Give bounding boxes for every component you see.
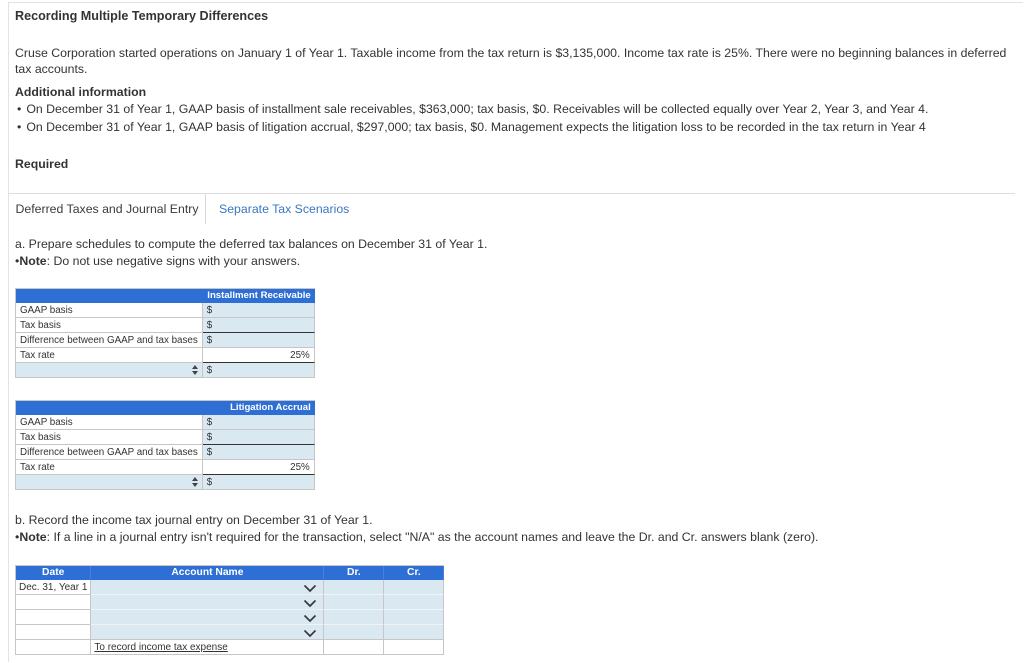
row-label-tax-rate: Tax rate <box>16 460 203 475</box>
cr-memo-cell <box>384 640 444 655</box>
bullet-icon: • <box>17 120 22 134</box>
gaap-basis-input[interactable] <box>203 415 315 430</box>
journal-memo-row <box>16 640 444 655</box>
table-row <box>16 348 315 363</box>
row-label-difference: Difference between GAAP and tax bases <box>16 445 203 460</box>
deferred-tax-account-select[interactable] <box>16 363 203 378</box>
table-row <box>16 303 315 318</box>
tab-deferred-taxes-and-journal-entry[interactable]: Deferred Taxes and Journal Entry <box>9 194 206 224</box>
deferred-tax-amount-input[interactable] <box>203 363 315 378</box>
dr-amount-input[interactable] <box>324 625 384 640</box>
table-row <box>16 460 315 475</box>
bullet-item <box>15 119 1015 136</box>
bullet-icon: • <box>17 102 22 116</box>
tax-rate-value: 25% <box>203 348 315 363</box>
account-name-select[interactable] <box>91 625 324 640</box>
chevron-down-icon <box>303 584 317 593</box>
table-header-row <box>16 566 444 580</box>
cr-amount-input[interactable] <box>384 595 444 610</box>
journal-memo-text: To record income tax expense <box>91 640 324 655</box>
problem-content <box>9 9 1023 655</box>
table-row <box>16 318 315 333</box>
row-label-gaap-basis: GAAP basis <box>16 415 203 430</box>
journal-header-dr: Dr. <box>324 566 384 580</box>
cr-amount-input[interactable] <box>384 580 444 595</box>
chevron-down-icon <box>303 614 317 623</box>
bullet-icon: • <box>15 530 20 544</box>
intro-text: Cruse Corporation started operations on January 1 of Year 1. Taxable income from the tax return is $3,135,000. Income tax rate is 25%. There were no beginning balances in deferred tax accounts. <box>15 46 1007 76</box>
updown-icon <box>192 477 198 487</box>
journal-row <box>16 610 444 625</box>
dr-amount-input[interactable] <box>324 580 384 595</box>
bullet-text: On December 31 of Year 1, GAAP basis of litigation accrual, $297,000; tax basis, $0. Management expects the litigation loss to be recorded in the tax return in Year 4 <box>26 120 926 134</box>
note-label: Note <box>19 530 47 544</box>
note-text: : Do not use negative signs with your answers. <box>46 254 301 268</box>
journal-date-cell <box>16 610 91 625</box>
table-row <box>16 415 315 430</box>
cr-amount-input[interactable] <box>384 625 444 640</box>
cr-amount-input[interactable] <box>384 610 444 625</box>
deferred-tax-amount-input[interactable] <box>203 475 315 490</box>
row-label-tax-rate: Tax rate <box>16 348 203 363</box>
journal-row <box>16 625 444 640</box>
table-row <box>16 445 315 460</box>
table-row <box>16 430 315 445</box>
journal-date-cell <box>16 640 91 655</box>
schedule-table-litigation-accrual <box>15 400 315 490</box>
table-row <box>16 289 315 303</box>
row-label-tax-basis: Tax basis <box>16 318 203 333</box>
instruction-a: a. Prepare schedules to compute the deferred tax balances on December 31 of Year 1. <box>15 237 488 251</box>
dr-amount-input[interactable] <box>324 595 384 610</box>
journal-row <box>16 595 444 610</box>
dr-memo-cell <box>324 640 384 655</box>
note-text: : If a line in a journal entry isn't required for the transaction, select "N/A" as the account names and leave the Dr. and Cr. answers blank (zero). <box>46 530 819 544</box>
journal-date-cell <box>16 595 91 610</box>
gaap-basis-input[interactable] <box>203 303 315 318</box>
tax-basis-input[interactable] <box>203 430 315 445</box>
updown-icon <box>192 365 198 375</box>
tab-separate-tax-scenarios[interactable]: Separate Tax Scenarios <box>219 202 350 216</box>
currency-symbol: $ <box>206 416 213 428</box>
difference-input[interactable] <box>203 333 315 348</box>
schedule-table-installment-receivable <box>15 288 315 378</box>
currency-symbol: $ <box>206 446 213 458</box>
table-row <box>16 475 315 490</box>
currency-symbol: $ <box>206 476 213 488</box>
bullet-icon: • <box>15 254 20 268</box>
tab-bar <box>9 193 1015 224</box>
instruction-b: b. Record the income tax journal entry on December 31 of Year 1. <box>15 513 373 527</box>
required-heading: Required <box>15 157 69 171</box>
tax-basis-input[interactable] <box>203 318 315 333</box>
row-label-gaap-basis: GAAP basis <box>16 303 203 318</box>
chevron-down-icon <box>303 629 317 638</box>
note-b <box>15 530 1015 545</box>
currency-symbol: $ <box>206 319 213 331</box>
currency-symbol: $ <box>206 431 213 443</box>
difference-input[interactable] <box>203 445 315 460</box>
additional-info-heading: Additional information <box>15 85 147 99</box>
table-row <box>16 363 315 378</box>
currency-symbol: $ <box>206 364 213 376</box>
account-name-select[interactable] <box>91 580 324 595</box>
schedule-header-title: Installment Receivable <box>203 289 315 303</box>
journal-date-cell: Dec. 31, Year 1 <box>16 580 91 595</box>
row-label-difference: Difference between GAAP and tax bases <box>16 333 203 348</box>
schedule-header-spacer <box>16 401 203 415</box>
bullet-item <box>15 101 1015 118</box>
journal-header-account-name: Account Name <box>91 566 324 580</box>
journal-entry-table <box>15 565 444 655</box>
account-name-select[interactable] <box>91 610 324 625</box>
currency-symbol: $ <box>206 334 213 346</box>
chevron-down-icon <box>303 599 317 608</box>
journal-header-date: Date <box>16 566 91 580</box>
journal-date-cell <box>16 625 91 640</box>
bullet-text: On December 31 of Year 1, GAAP basis of installment sale receivables, $363,000; tax basis, $0. Receivables will be collected equally over Year 2, Year 3, and Year 4. <box>26 102 929 116</box>
row-label-tax-basis: Tax basis <box>16 430 203 445</box>
problem-panel <box>8 2 1023 662</box>
currency-symbol: $ <box>206 304 213 316</box>
table-row <box>16 401 315 415</box>
tax-rate-value: 25% <box>203 460 315 475</box>
table-row <box>16 333 315 348</box>
schedule-header-title: Litigation Accrual <box>203 401 315 415</box>
dr-amount-input[interactable] <box>324 610 384 625</box>
page-title: Recording Multiple Temporary Differences <box>15 9 269 23</box>
deferred-tax-account-select[interactable] <box>16 475 203 490</box>
note-a <box>15 254 1015 269</box>
journal-header-cr: Cr. <box>384 566 444 580</box>
journal-row <box>16 580 444 595</box>
note-label: Note <box>19 254 47 268</box>
account-name-select[interactable] <box>91 595 324 610</box>
schedule-header-spacer <box>16 289 203 303</box>
